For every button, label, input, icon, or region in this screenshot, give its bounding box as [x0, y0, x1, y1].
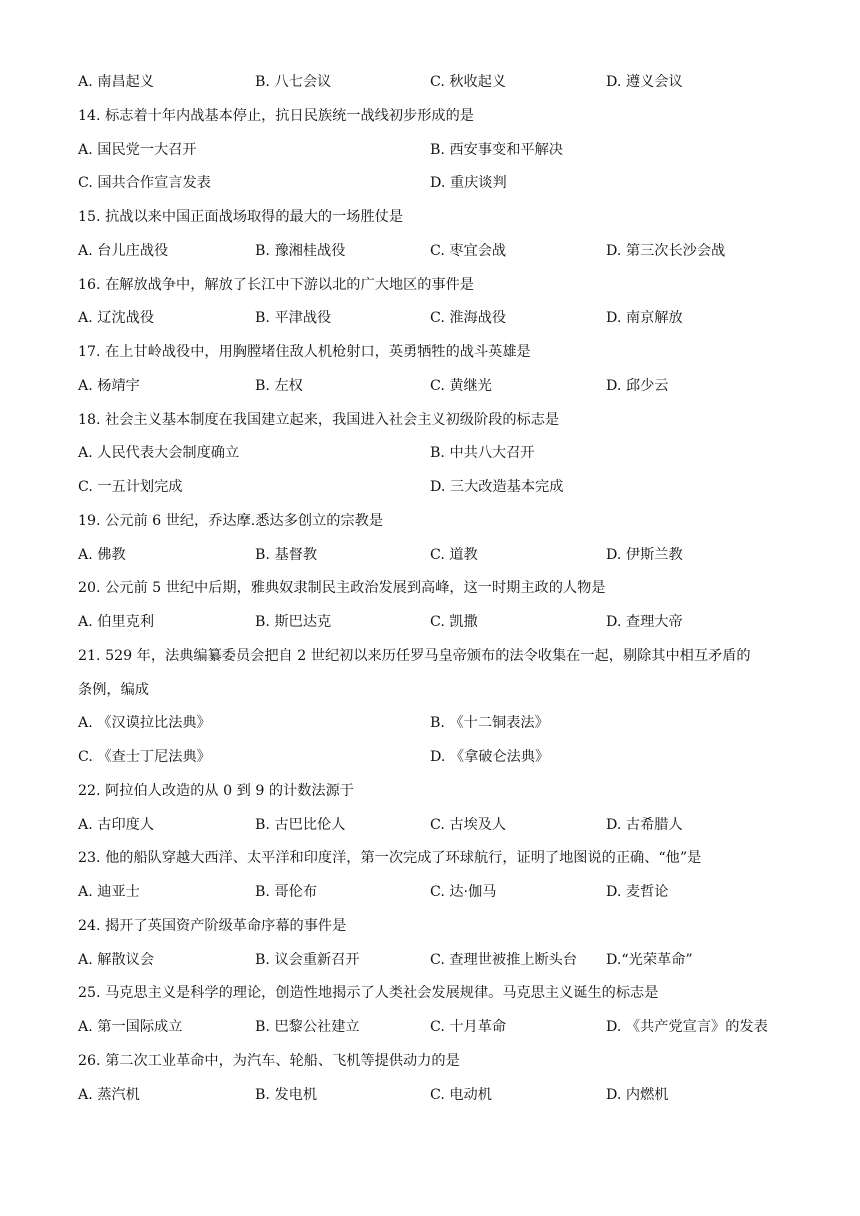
options-row	[78, 477, 798, 497]
options-row	[78, 545, 798, 565]
question-text: 25. 马克思主义是科学的理论，创造性地揭示了人类社会发展规律。马克思主义诞生的标志是	[78, 985, 659, 1001]
option-a-label: A. 人民代表大会制度确立	[78, 445, 240, 461]
options-row	[78, 72, 798, 92]
option-c-label: C. 古埃及人	[430, 817, 507, 833]
question-text: 条例，编成	[78, 682, 149, 698]
option-c-label: C. 黄继光	[430, 378, 492, 394]
options-row	[78, 1017, 798, 1037]
option-b-label: B. 发电机	[255, 1087, 318, 1103]
option-a-label: A. 佛教	[78, 547, 126, 563]
option-a-label: C. 国共合作宣言发表	[78, 175, 211, 191]
question-text: 18. 社会主义基本制度在我国建立起来，我国进入社会主义初级阶段的标志是	[78, 412, 560, 428]
option-b-label: B. 基督教	[255, 547, 318, 563]
option-a-label: A. 迪亚士	[78, 884, 140, 900]
option-d-label: D.“光荣革命”	[606, 952, 693, 968]
options-row	[78, 612, 798, 632]
option-d-label: D. 查理大帝	[606, 614, 683, 630]
option-a-label: A. 伯里克利	[78, 614, 155, 630]
question-text: 20. 公元前 5 世纪中后期，雅典奴隶制民主政治发展到高峰，这一时期主政的人物是	[78, 580, 606, 596]
options-row	[78, 815, 798, 835]
option-b-label: D. 重庆谈判	[430, 175, 507, 191]
option-a-label: A. 《汉谟拉比法典》	[78, 715, 211, 731]
option-b-label: B. 八七会议	[255, 74, 332, 90]
option-c-label: C. 达·伽马	[430, 884, 497, 900]
question-text: 16. 在解放战争中，解放了长江中下游以北的广大地区的事件是	[78, 277, 474, 293]
options-row	[78, 747, 798, 767]
option-b-label: B. 《十二铜表法》	[430, 715, 549, 731]
option-c-label: C. 查理世被推上断头台	[430, 952, 578, 968]
option-b-label: B. 西安事变和平解决	[430, 142, 563, 158]
option-d-label: D. 麦哲论	[606, 884, 669, 900]
option-a-label: A. 解散议会	[78, 952, 155, 968]
option-d-label: D. 遵义会议	[606, 74, 683, 90]
option-d-label: D. 第三次长沙会战	[606, 243, 726, 259]
question-text: 17. 在上甘岭战役中，用胸膛堵住敌人机枪射口，英勇牺牲的战斗英雄是	[78, 344, 531, 360]
question-text: 15. 抗战以来中国正面战场取得的最大的一场胜仗是	[78, 209, 404, 225]
question-text: 24. 揭开了英国资产阶级革命序幕的事件是	[78, 918, 347, 934]
option-a-label: A. 国民党一大召开	[78, 142, 197, 158]
option-a-label: A. 古印度人	[78, 817, 155, 833]
options-row	[78, 882, 798, 902]
option-a-label: A. 第一国际成立	[78, 1019, 183, 1035]
option-a-label: A. 蒸汽机	[78, 1087, 140, 1103]
option-c-label: C. 电动机	[430, 1087, 492, 1103]
option-d-label: D. 南京解放	[606, 310, 683, 326]
option-b-label: D. 三大改造基本完成	[430, 479, 564, 495]
option-c-label: C. 淮海战役	[430, 310, 507, 326]
option-a-label: C. 《查士丁尼法典》	[78, 749, 211, 765]
options-row	[78, 308, 798, 328]
options-row	[78, 713, 798, 733]
option-a-label: A. 南昌起义	[78, 74, 155, 90]
options-row	[78, 443, 798, 463]
option-a-label: C. 一五计划完成	[78, 479, 183, 495]
option-b-label: B. 豫湘桂战役	[255, 243, 346, 259]
option-b-label: B. 巴黎公社建立	[255, 1019, 360, 1035]
option-a-label: A. 台儿庄战役	[78, 243, 169, 259]
option-c-label: C. 枣宜会战	[430, 243, 507, 259]
option-d-label: D. 古希腊人	[606, 817, 683, 833]
options-row	[78, 376, 798, 396]
question-text: 22. 阿拉伯人改造的从 0 到 9 的计数法源于	[78, 783, 354, 799]
options-row	[78, 140, 798, 160]
question-text: 21. 529 年，法典编纂委员会把自 2 世纪初以来历任罗马皇帝颁布的法令收集在一起，剔除其中相互矛盾的	[78, 648, 751, 664]
option-c-label: C. 道教	[430, 547, 478, 563]
option-d-label: D. 邱少云	[606, 378, 669, 394]
option-b-label: D. 《拿破仑法典》	[430, 749, 550, 765]
options-row	[78, 241, 798, 261]
option-b-label: B. 平津战役	[255, 310, 332, 326]
option-d-label: D. 内燃机	[606, 1087, 669, 1103]
option-b-label: B. 议会重新召开	[255, 952, 360, 968]
options-row	[78, 950, 798, 970]
option-d-label: D. 《共产党宣言》的发表	[606, 1019, 768, 1035]
question-text: 26. 第二次工业革命中，为汽车、轮船、飞机等提供动力的是	[78, 1053, 460, 1069]
question-text: 14. 标志着十年内战基本停止，抗日民族统一战线初步形成的是	[78, 108, 474, 124]
option-c-label: C. 十月革命	[430, 1019, 507, 1035]
option-a-label: A. 辽沈战役	[78, 310, 155, 326]
option-c-label: C. 秋收起义	[430, 74, 507, 90]
option-c-label: C. 凯撒	[430, 614, 478, 630]
option-b-label: B. 左权	[255, 378, 303, 394]
option-b-label: B. 哥伦布	[255, 884, 318, 900]
option-b-label: B. 中共八大召开	[430, 445, 535, 461]
options-row	[78, 173, 798, 193]
options-row	[78, 1085, 798, 1105]
option-b-label: B. 斯巴达克	[255, 614, 332, 630]
option-a-label: A. 杨靖宇	[78, 378, 140, 394]
question-text: 23. 他的船队穿越大西洋、太平洋和印度洋，第一次完成了环球航行，证明了地图说的正确、“他”是	[78, 850, 702, 866]
option-d-label: D. 伊斯兰教	[606, 547, 683, 563]
option-b-label: B. 古巴比伦人	[255, 817, 346, 833]
question-text: 19. 公元前 6 世纪，乔达摩.悉达多创立的宗教是	[78, 513, 384, 529]
